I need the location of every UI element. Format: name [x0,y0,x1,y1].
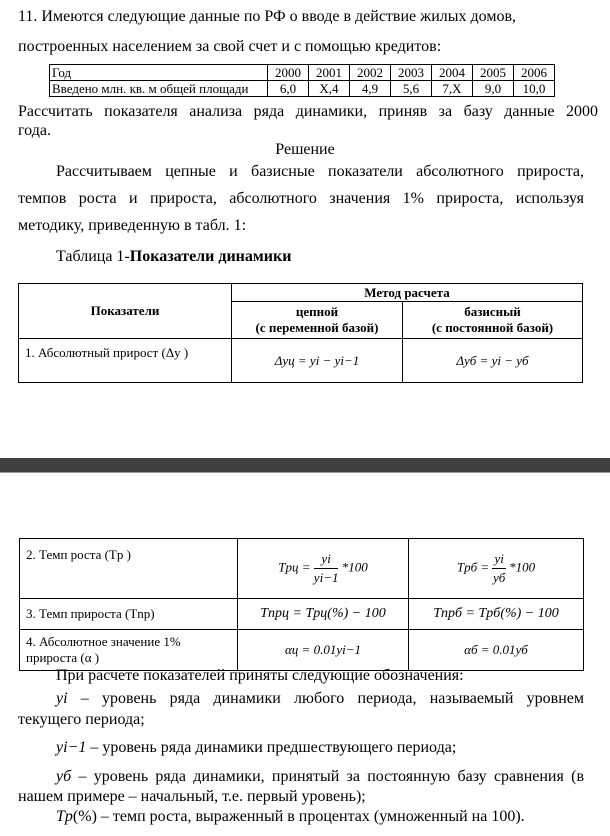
page-break [0,458,610,472]
value-cell: 5,6 [391,81,432,97]
notation-tp-line [56,807,525,827]
notation-yi-text: – уровень ряда динамики любого периода, называемый уровнем [67,690,584,707]
table-row [19,339,583,383]
page-break-edge [0,472,610,473]
methods-table [18,283,583,383]
methods-table-continued [19,538,584,671]
col-chain-subtitle: (с переменной базой) [255,320,379,335]
row4-base-formula: αб = 0.01yб [409,630,584,671]
value-cell: 4,9 [350,81,391,97]
symbol-tp: Tp [56,808,73,825]
year-cell: 2006 [514,65,555,81]
row1-chain-formula: Δyц = yi − yi−1 [232,339,403,383]
row2-base-numerator: yi [492,550,505,569]
task-line-1: Рассчитать показателя анализа ряда динамики, приняв за базу данные 2000 [18,103,598,120]
problem-line-2: построенных населением за свой счет и с помощью кредитов: [18,38,442,55]
value-cell: 10,0 [514,81,555,97]
symbol-yi-minus-1: yi−1 [56,739,87,756]
year-header: Год [50,65,268,81]
col-base-subtitle: (с постоянной базой) [431,320,554,335]
col-chain [232,302,403,339]
row2-chain-denominator: yi−1 [313,570,339,585]
row2-base-rhs: *100 [509,559,536,575]
year-cell: 2000 [268,65,309,81]
row4-label-line-1: 4. Абсолютное значение 1% [26,634,181,649]
col-method: Метод расчета [232,284,583,302]
row2-chain-rhs: *100 [341,559,368,575]
table-row [19,284,583,302]
row1-label: 1. Абсолютный прирост (Δy ) [19,339,232,383]
notation-yb-text: – уровень ряда динамики, принятый за постоянную базу сравнения (в [71,768,584,785]
year-cell: 2004 [432,65,473,81]
housing-data-table [49,64,555,97]
solution-line-2: темпов роста и прироста, абсолютного значения 1% прироста, используя [18,190,584,207]
row2-chain-numerator: yi [314,550,339,569]
row2-chain-fraction [314,550,339,587]
notation-tp-text: (%) – темп роста, выраженный в процентах (умноженный на 100). [72,808,525,825]
year-cell: 2003 [391,65,432,81]
row2-chain-formula [238,539,409,599]
notation-yi1-line [56,738,456,758]
table-row [50,65,555,81]
notation-yi-line-2: текущего периода; [18,711,145,728]
year-cell: 2002 [350,65,391,81]
symbol-yi: yi [56,690,68,707]
value-cell: 9,0 [473,81,514,97]
table-row [20,630,584,671]
notation-yb-line-1 [56,767,584,787]
solution-line-1: Рассчитываем цепные и базисные показатели абсолютного прироста, [56,163,584,180]
row2-label: 2. Темп роста (Tp ) [20,539,238,599]
year-cell: 2001 [309,65,350,81]
col-indicators: Показатели [19,284,232,339]
row1-base-formula: Δyб = yi − yб [403,339,583,383]
value-cell: Х,4 [309,81,350,97]
notation-yi-line-1 [56,689,584,709]
row2-chain-lhs: Tpц = [278,559,311,575]
row2-base-denominator: yб [492,570,506,585]
col-base-title: базисный [464,304,521,319]
col-base [403,302,583,339]
notation-intro: При расчете показателей приняты следующие обозначения: [56,667,464,684]
table-caption [56,247,291,267]
symbol-yb: yб [56,768,72,785]
table-row [50,81,555,97]
row4-label-line-2: прироста (α ) [26,650,100,665]
solution-title: Решение [275,141,335,158]
row2-base-lhs: Tpб = [456,559,490,575]
problem-line-1: 11. Имеются следующие данные по РФ о вводе в действие жилых домов, [18,8,516,25]
notation-yi1-text: – уровень ряда динамики предшествующего периода; [86,739,457,756]
notation-yb-line-2: нашем примере – начальный, т.е. первый уровень); [18,788,366,805]
col-chain-title: цепной [295,304,339,319]
row-label: Введено млн. кв. м общей площади [50,81,268,97]
year-cell: 2005 [473,65,514,81]
row4-chain-formula: αц = 0.01yi−1 [238,630,409,671]
row4-label [20,630,238,671]
row2-base-formula [409,539,584,599]
caption-title: Показатели динамики [129,248,292,265]
row3-chain-formula: Tnpц = Tpц(%) − 100 [238,599,409,630]
row2-base-fraction [492,550,505,587]
table-row [20,599,584,630]
row3-base-formula: Tnpб = Tpб(%) − 100 [409,599,584,630]
table-row [20,539,584,599]
task-line-2: года. [18,122,51,139]
solution-line-3: методику, приведенную в табл. 1: [18,217,247,234]
caption-prefix: Таблица 1- [56,248,130,265]
value-cell: 7,Х [432,81,473,97]
value-cell: 6,0 [268,81,309,97]
row3-label: 3. Темп прироста (Tnp) [20,599,238,630]
